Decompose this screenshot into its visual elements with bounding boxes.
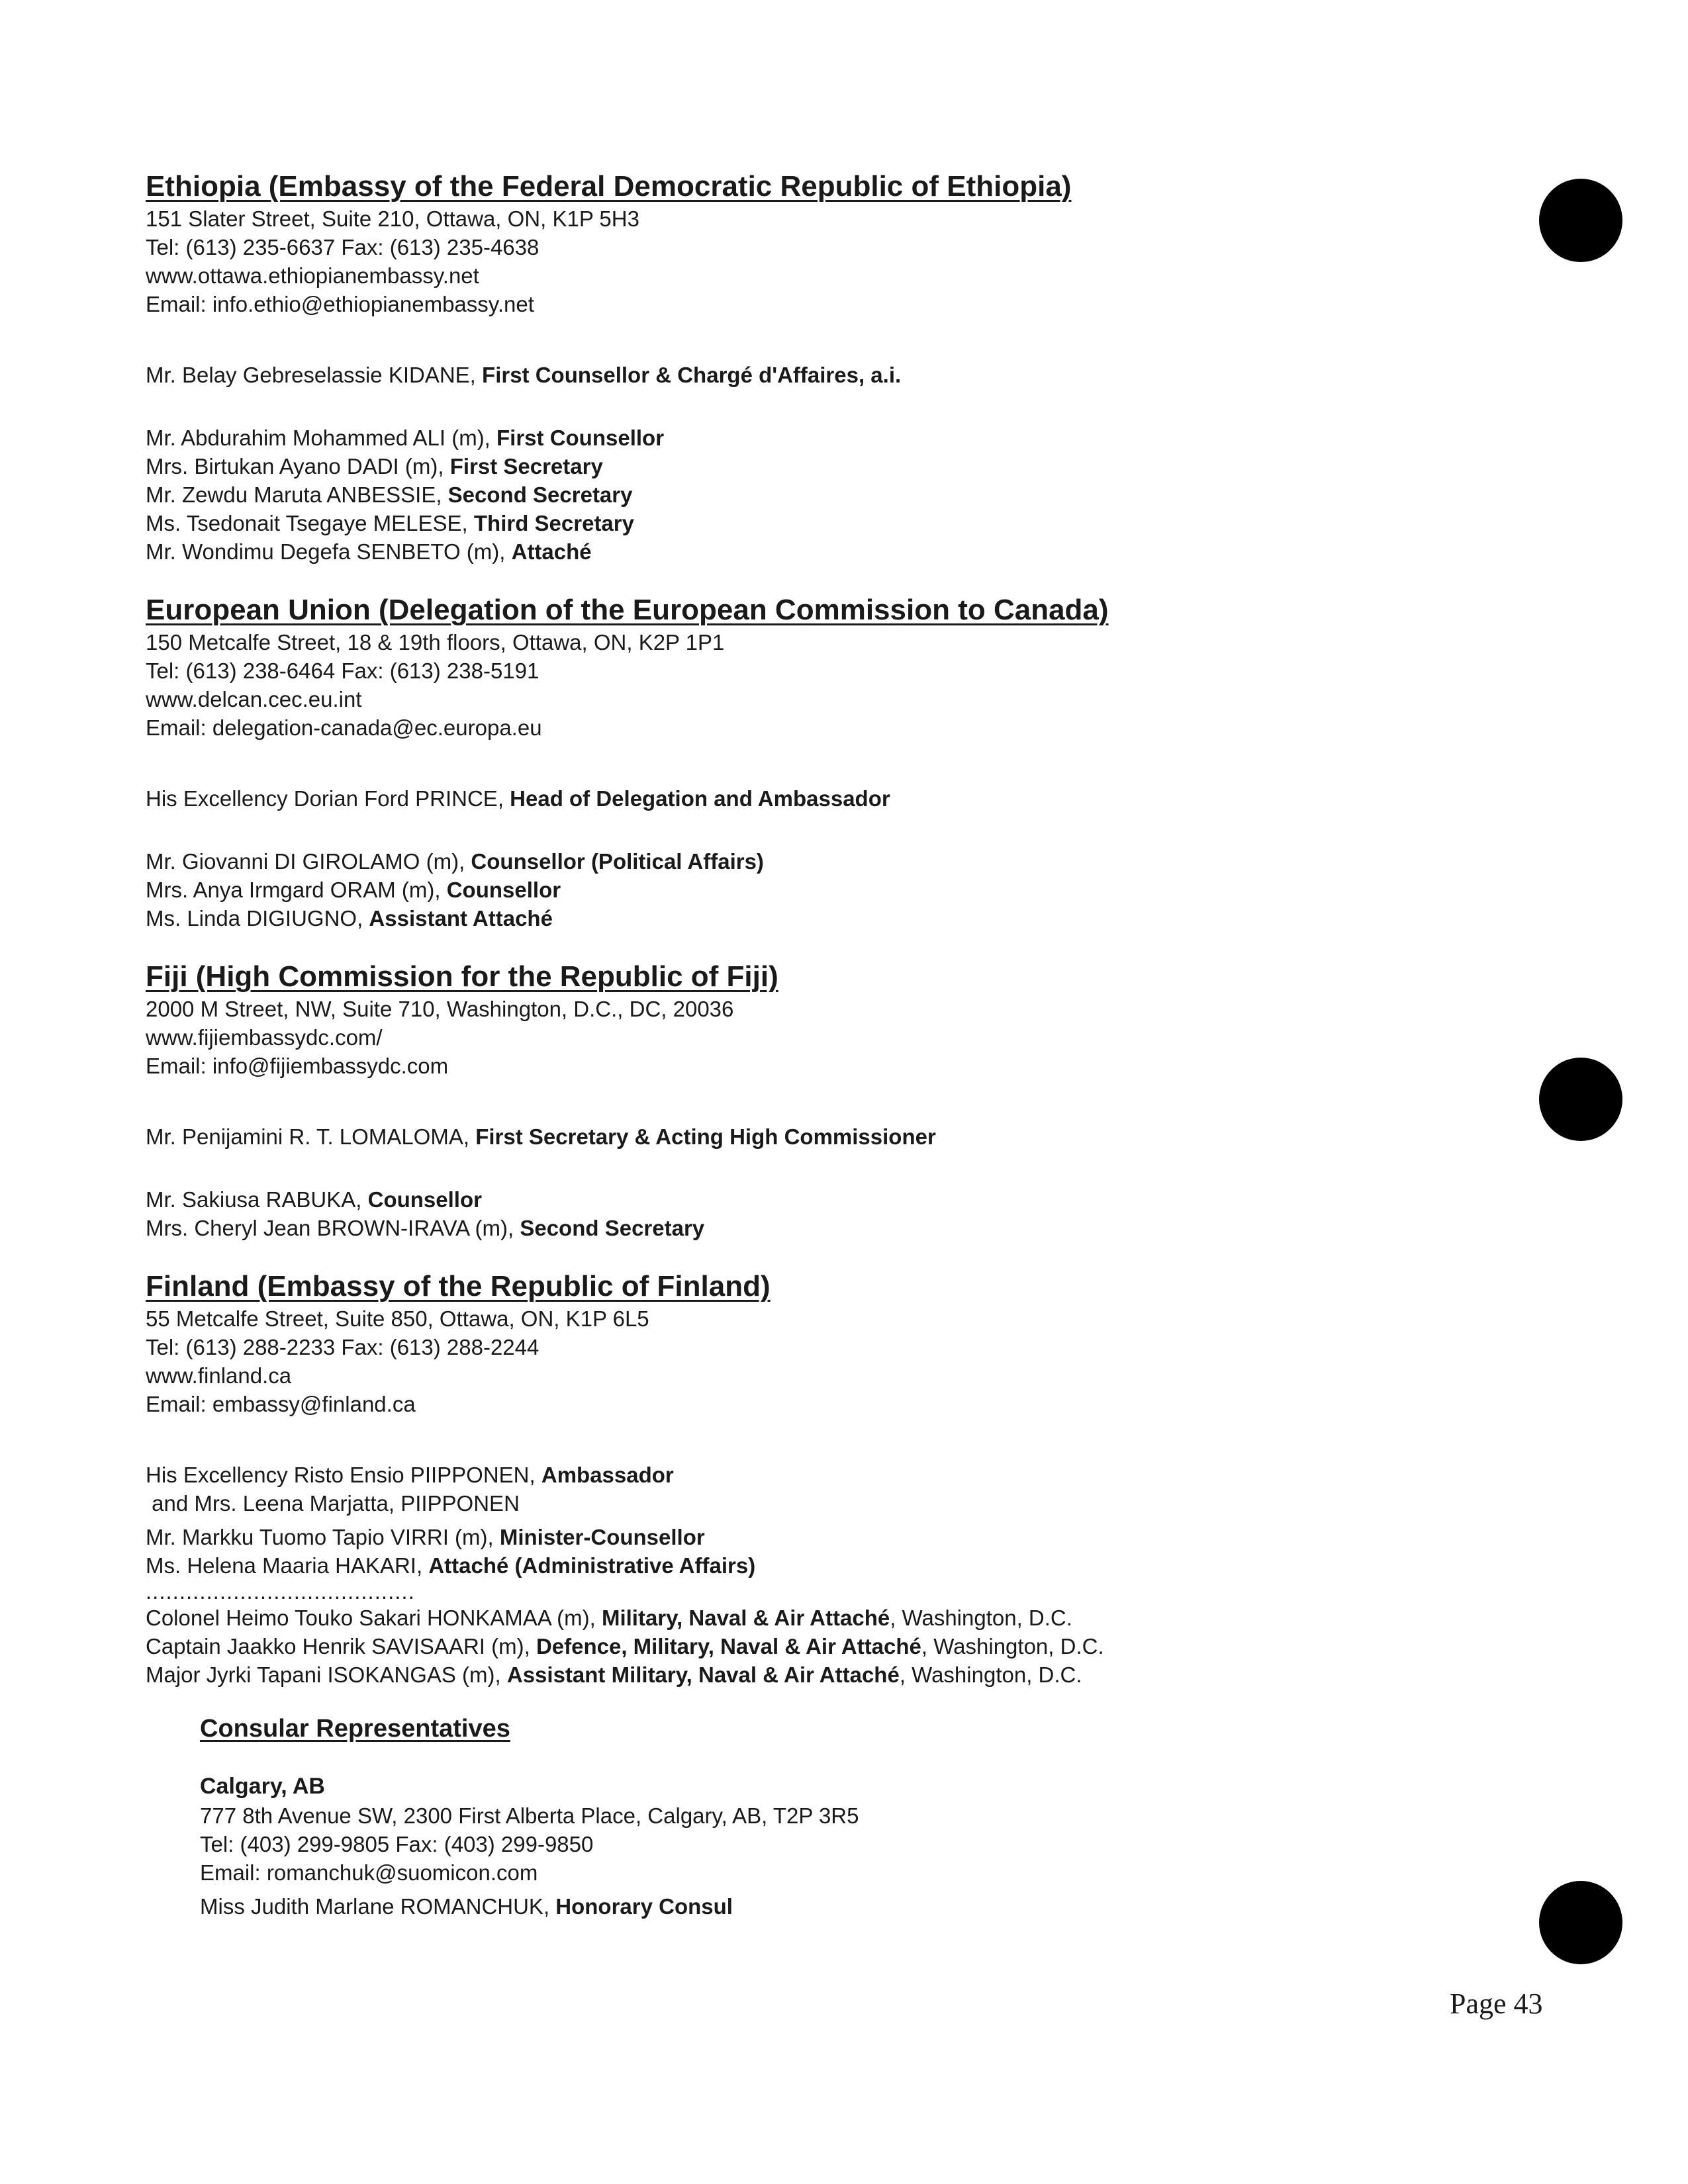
entry-ethiopia [146,169,1470,566]
person-name: Mr. Zewdu Maruta ANBESSIE, [146,482,448,507]
person-title: Attaché [511,539,592,564]
staff-row [146,1551,1470,1580]
head-of-mission [146,784,1470,813]
entry-website: www.finland.ca [146,1363,292,1388]
person-name: Mrs. Anya Irmgard ORAM (m), [146,878,447,902]
person-title: Counsellor [367,1187,482,1212]
staff-row [146,904,1470,933]
person-name: Ms. Linda DIGIUGNO, [146,906,369,931]
person-name: Miss Judith Marlane ROMANCHUK, [200,1894,556,1919]
entry-address: 55 Metcalfe Street, Suite 850, Ottawa, ON, K1P 6L5 [146,1306,649,1331]
entry-finland [146,1269,1470,1921]
consular-city: Calgary, AB [200,1774,325,1799]
person-name: His Excellency Risto Ensio PIIPPONEN, [146,1463,541,1487]
entry-email: Email: embassy@finland.ca [146,1392,416,1416]
person-title: First Counsellor & Chargé d'Affaires, a.i. [482,363,902,387]
entry-website: www.delcan.cec.eu.int [146,687,362,711]
person-title: First Secretary & Acting High Commissioner [475,1124,936,1149]
page-number: Page 43 [1450,1987,1543,2020]
person-name: Major Jyrki Tapani ISOKANGAS (m), [146,1662,507,1687]
staff-row [146,847,1470,876]
consular-phone: Tel: (403) 299-9805 Fax: (403) 299-9850 [200,1832,594,1856]
person-title: Third Secretary [473,511,634,535]
military-row [146,1632,1470,1661]
spouse-line: and Mrs. Leena Marjatta, PIIPPONEN [146,1491,520,1516]
person-title: Counsellor (Political Affairs) [471,849,764,874]
entry-address: 2000 M Street, NW, Suite 710, Washington, D.C., DC, 20036 [146,997,734,1021]
entry-fiji [146,959,1470,1242]
dotted-separator: ........................................ [146,1579,415,1604]
person-location: , Washington, D.C. [890,1606,1072,1630]
staff-row [146,1523,1470,1551]
person-name: Captain Jaakko Henrik SAVISAARI (m), [146,1634,536,1659]
consular-address: 777 8th Avenue SW, 2300 First Alberta Place, Calgary, AB, T2P 3R5 [200,1803,859,1828]
person-name: Mr. Wondimu Degefa SENBETO (m), [146,539,512,564]
person-name: Mr. Belay Gebreselassie KIDANE, [146,363,483,387]
entry-website: www.ottawa.ethiopianembassy.net [146,263,479,288]
person-title: Ambassador [541,1463,674,1487]
entry-heading: Ethiopia (Embassy of the Federal Democratic Republic of Ethiopia) [146,170,1072,203]
person-title: Assistant Attaché [369,906,553,931]
person-name: Mr. Abdurahim Mohammed ALI (m), [146,426,497,450]
person-location: , Washington, D.C. [899,1662,1082,1687]
entry-email: Email: info@fijiembassydc.com [146,1054,449,1078]
staff-row [146,1185,1470,1214]
staff-row [146,509,1470,537]
person-name: His Excellency Dorian Ford PRINCE, [146,786,510,811]
military-row [146,1661,1470,1689]
entry-address: 151 Slater Street, Suite 210, Ottawa, ON, K1P 5H3 [146,206,639,231]
person-name: Mr. Markku Tuomo Tapio VIRRI (m), [146,1525,500,1549]
person-location: , Washington, D.C. [921,1634,1104,1659]
entry-heading: Fiji (High Commission for the Republic of Fiji) [146,960,778,993]
person-title: Second Secretary [520,1216,705,1240]
entry-address: 150 Metcalfe Street, 18 & 19th floors, Ottawa, ON, K2P 1P1 [146,630,725,655]
person-title: Minister-Counsellor [499,1525,705,1549]
punch-hole-bottom [1539,1881,1622,1964]
punch-hole-top [1539,179,1622,262]
person-name: Mr. Penijamini R. T. LOMALOMA, [146,1124,476,1149]
person-title: Attaché (Administrative Affairs) [428,1553,756,1578]
person-name: Colonel Heimo Touko Sakari HONKAMAA (m), [146,1606,602,1630]
entry-email: Email: info.ethio@ethiopianembassy.net [146,292,534,316]
person-title: First Counsellor [496,426,665,450]
person-title: Second Secretary [447,482,633,507]
entry-phone: Tel: (613) 288-2233 Fax: (613) 288-2244 [146,1335,539,1359]
entry-european-union [146,592,1470,933]
person-title: Military, Naval & Air Attaché [601,1606,890,1630]
person-title: Assistant Military, Naval & Air Attaché [506,1662,900,1687]
person-name: Mrs. Cheryl Jean BROWN-IRAVA (m), [146,1216,520,1240]
staff-row [146,876,1470,904]
consular-section [200,1713,1470,1921]
person-title: First Secretary [449,454,603,478]
entry-email: Email: delegation-canada@ec.europa.eu [146,715,542,740]
entry-phone: Tel: (613) 238-6464 Fax: (613) 238-5191 [146,659,539,683]
person-name: Mr. Giovanni DI GIROLAMO (m), [146,849,471,874]
person-title: Honorary Consul [555,1894,733,1919]
person-name: Ms. Tsedonait Tsegaye MELESE, [146,511,474,535]
consular-person [200,1892,1470,1921]
person-title: Defence, Military, Naval & Air Attaché [536,1634,921,1659]
entry-heading: Finland (Embassy of the Republic of Finland) [146,1270,771,1302]
military-row [146,1604,1470,1632]
staff-row [146,424,1470,452]
head-of-mission [146,1122,1470,1151]
consular-heading: Consular Representatives [200,1715,510,1743]
head-of-mission [146,361,1470,389]
staff-row [146,452,1470,480]
person-name: Mrs. Birtukan Ayano DADI (m), [146,454,450,478]
staff-row [146,480,1470,509]
punch-hole-middle [1539,1058,1622,1141]
entry-heading: European Union (Delegation of the European Commission to Canada) [146,594,1109,626]
person-name: Ms. Helena Maaria HAKARI, [146,1553,429,1578]
person-title: Head of Delegation and Ambassador [510,786,890,811]
person-name: Mr. Sakiusa RABUKA, [146,1187,368,1212]
head-of-mission [146,1461,1470,1489]
person-title: Counsellor [446,878,561,902]
staff-row [146,1214,1470,1242]
entry-website: www.fijiembassydc.com/ [146,1025,383,1050]
staff-row [146,537,1470,566]
directory-page [146,169,1470,1921]
entry-phone: Tel: (613) 235-6637 Fax: (613) 235-4638 [146,235,539,259]
consular-email: Email: romanchuk@suomicon.com [200,1860,538,1885]
